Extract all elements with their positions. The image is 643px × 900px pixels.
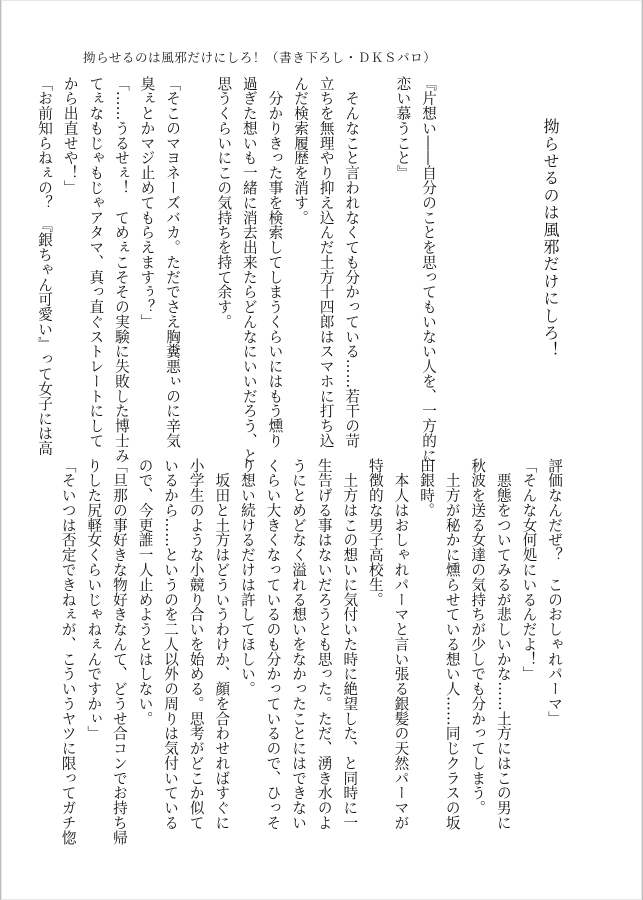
text-line: 立ちを無理やり抑え込んだ土方十四郎はスマホに打ち込 bbox=[317, 76, 335, 448]
text-line: 臭ぇとかマジ止めてもらえますぅ？」 bbox=[138, 76, 156, 329]
text-line: 「お前知らねぇの？ 『銀ちゃん可愛い』って女子には高 bbox=[36, 76, 54, 456]
text-line: くらい大きくなっているのも分かっているので、ひっそ bbox=[264, 458, 282, 830]
text-line: てぇなもじゃもじゃアタマ、真っ直ぐストレートにして bbox=[87, 76, 105, 448]
text-line: 悪態をついてみるが悲しいかな……土方にはこの男に bbox=[494, 458, 512, 830]
text-line: 小学生のような小競り合いを始める。思考がどこか似て bbox=[187, 458, 205, 830]
text-line: 恋い慕うこと』 bbox=[394, 76, 412, 181]
text-line: 「そこのマヨネーズバカ。ただでさえ胸糞悪ぃのに辛気 bbox=[164, 76, 182, 448]
text-line: 坂田と土方はどういうわけか、顔を合わせればすぐに bbox=[213, 458, 231, 830]
text-line bbox=[364, 76, 390, 412]
chapter-title: 拗らせるのは風邪だけにしろ！ bbox=[541, 118, 560, 359]
text-line: 「……うるせぇ！ てめぇこそその実験に失敗した博士み bbox=[112, 76, 130, 463]
text-line: り想い続けるだけは許してほしい。 bbox=[238, 458, 256, 697]
text-line: うにとめどなく溢れる想いをなかったことにはできない bbox=[290, 458, 308, 830]
text-line: そんなこと言われなくても分かっている……若干の苛 bbox=[343, 76, 361, 448]
text-line: 秋波を送る女達の気持ちが少しでも分かってしまう。 bbox=[469, 458, 487, 816]
text-line: 「そんな女何処にいるんだよ！」 bbox=[520, 458, 538, 682]
text-line: 『片想い――自分のことを思ってもいない人を、一方的に bbox=[420, 76, 437, 463]
text-line: 特徴的な男子高校生。 bbox=[366, 458, 384, 607]
text-line: 過ぎた想いも一緒に消去出来たらどんなにいいだろう、と bbox=[240, 76, 258, 463]
text-line: から出直せや！」 bbox=[61, 76, 79, 196]
text-line: いるから……というのを二人以外の周りは気付いている bbox=[162, 458, 180, 830]
text-line: 「そいつは否定できねぇが、こういうヤツに限ってガチ惚 bbox=[59, 458, 77, 845]
text-line: 生告げる事はないだろうとも思った。ただ、湧き水のよ bbox=[315, 458, 333, 830]
text-line: りした尻軽女くらいじゃねぇんですかぃ」 bbox=[85, 458, 103, 741]
text-line bbox=[185, 76, 211, 412]
text-line: んだ検索履歴を消す。 bbox=[292, 76, 310, 225]
text-line: 分かりきった事を検索してしまうくらいにはもう燻り bbox=[266, 76, 284, 448]
text-line: 評価なんだぜ？ このおしゃれパーマ」 bbox=[546, 458, 563, 726]
text-line: 土方が秘かに燻らせている想い人……同じクラスの坂 bbox=[443, 458, 461, 830]
running-header: 拗らせるのは風邪だけにしろ！（書き下ろし・ＤＫＳパロ） bbox=[83, 50, 437, 65]
text-line: 田銀時。 bbox=[418, 458, 436, 518]
text-line: 「旦那の事好きな物好きなんて、どうせ合コンでお持ち帰 bbox=[110, 458, 128, 845]
text-line: 思うくらいにこの気持ちを持て余す。 bbox=[215, 76, 233, 329]
text-line: 土方はこの想いに気付いた時に絶望した、と同時に一 bbox=[341, 458, 359, 830]
lower-text-block bbox=[51, 458, 567, 845]
upper-text-block bbox=[36, 76, 441, 463]
text-line: ので、今更誰一人止めようとはしない。 bbox=[136, 458, 154, 726]
text-line: 本人はおしゃれパーマと言い張る銀髪の天然パーマが bbox=[392, 458, 410, 830]
